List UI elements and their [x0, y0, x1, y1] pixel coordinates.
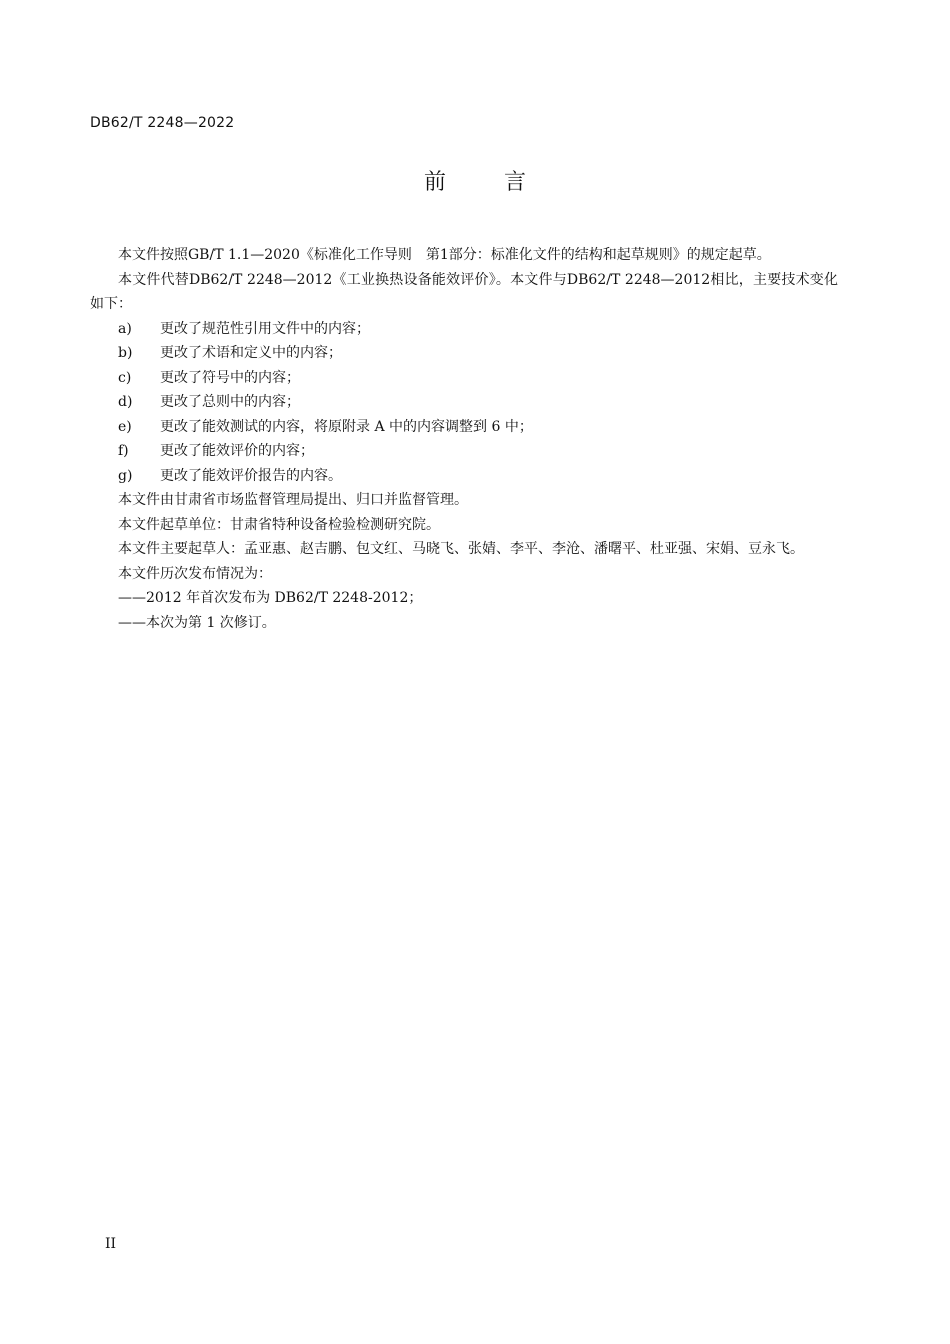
change-item [90, 464, 838, 489]
change-text: 更改了能效评价的内容； [160, 443, 314, 459]
document-code: DB62/T 2248—2022 [90, 115, 235, 131]
change-text: 更改了能效测试的内容，将原附录 A 中的内容调整到 6 中； [160, 418, 533, 435]
change-item [90, 415, 838, 440]
change-text: 更改了术语和定义中的内容； [160, 345, 342, 361]
change-marker: a) [118, 320, 132, 337]
paragraph-replacement: 本文件代替DB62/T 2248—2012《工业换热设备能效评价》。本文件与DB62/T 2248—2012相比，主要技术变化如下： [90, 271, 838, 312]
history-item: ——本次为第 1 次修订。 [118, 614, 276, 631]
title-char-2: 言 [504, 170, 527, 195]
history-item: ——2012 年首次发布为 DB62/T 2248-2012； [118, 590, 423, 606]
change-marker: c) [118, 369, 132, 386]
paragraph-drafters: 本文件主要起草人：孟亚惠、赵吉鹏、包文红、马晓飞、张婧、李平、李沧、潘曙平、杜亚强、宋娟、豆永飞。 [118, 541, 804, 557]
change-item [90, 390, 838, 415]
paragraph-proposer: 本文件由甘肃省市场监督管理局提出、归口并监督管理。 [118, 492, 468, 508]
change-text: 更改了能效评价报告的内容。 [160, 467, 342, 484]
page-title [0, 165, 950, 196]
change-marker: g) [118, 467, 133, 484]
change-text: 更改了符号中的内容； [160, 369, 300, 386]
foreword-body [90, 243, 838, 635]
title-char-1: 前 [423, 170, 446, 195]
change-item [90, 366, 838, 391]
change-text: 更改了总则中的内容； [160, 394, 300, 410]
change-marker: d) [118, 394, 133, 410]
page-number: II [105, 1236, 117, 1252]
paragraph-drafting-unit: 本文件起草单位：甘肃省特种设备检验检测研究院。 [118, 516, 440, 533]
change-marker: b) [118, 345, 133, 361]
change-item [90, 439, 838, 464]
paragraph-history-intro: 本文件历次发布情况为： [118, 565, 272, 582]
change-item [90, 317, 838, 342]
change-item [90, 341, 838, 366]
change-marker: e) [118, 418, 132, 435]
change-text: 更改了规范性引用文件中的内容； [160, 320, 370, 337]
change-marker: f) [118, 443, 129, 459]
paragraph-drafting-basis: 本文件按照GB/T 1.1—2020《标准化工作导则 第1部分：标准化文件的结构和起草规则》的规定起草。 [118, 247, 771, 263]
